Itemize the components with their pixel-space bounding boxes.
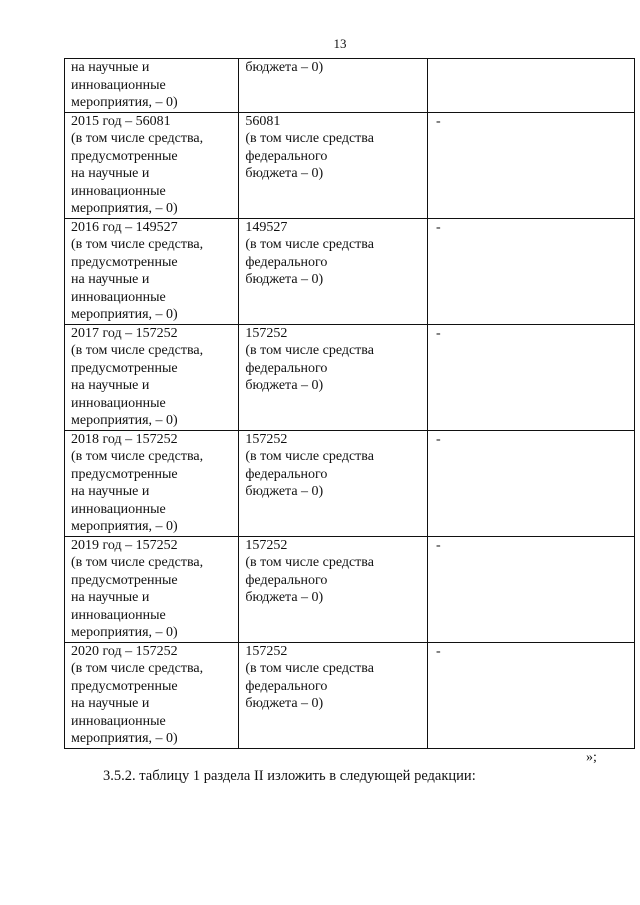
table-cell-period [65,536,239,642]
cell-line: инновационные [71,501,166,517]
cell-line: (в том числе средства, [71,131,204,146]
cell-line: мероприятия, – 0) [71,95,178,110]
table-cell-period [65,430,239,536]
cell-line: (в том числе средства [245,237,374,252]
cell-line: мероприятия, – 0) [71,201,178,216]
cell-line: мероприятия, – 0) [71,413,178,428]
cell-line: 2017 год – 157252 [71,325,178,341]
cell-line: (в том числе средства [245,449,374,464]
cell-line: (в том числе средства, [71,343,204,358]
cell-line: на научные и [71,378,150,393]
cell-line: бюджета – 0) [245,60,324,75]
cell-line: 2016 год – 149527 [71,219,178,235]
cell-line: предусмотренные [71,466,178,482]
cell-line: предусмотренные [71,678,178,694]
cell-line: на научные и [71,696,150,711]
table-cell-note [427,324,634,430]
closing-quote: »; [586,750,597,765]
dash-mark: - [435,325,441,341]
table-row [65,430,635,536]
table-cell-amount [239,218,428,324]
cell-line: 157252 [245,431,288,447]
cell-line: 2019 год – 157252 [71,537,178,553]
cell-line: мероприятия, – 0) [71,519,178,534]
table-cell-amount [239,112,428,218]
table-cell-period [65,324,239,430]
cell-line: федерального [245,572,328,588]
cell-line: 157252 [245,325,288,341]
cell-line: предусмотренные [71,148,178,164]
cell-line: 157252 [245,643,288,659]
cell-line: федерального [245,148,328,164]
cell-line: на научные и [71,166,150,181]
table-cell-amount [239,59,428,113]
table-cell-amount [239,430,428,536]
cell-line: федерального [245,466,328,482]
cell-line: (в том числе средства [245,661,374,676]
instruction-paragraph: 3.5.2. таблицу 1 раздела II изложить в следующей редакции: [103,768,476,784]
table-body [65,59,635,749]
table-row [65,218,635,324]
cell-line: на научные и [71,590,150,605]
cell-line: инновационные [71,395,166,411]
table-cell-period [65,59,239,113]
dash-mark: - [435,219,441,235]
table-row [65,642,635,748]
cell-line: 2015 год – 56081 [71,113,171,129]
cell-line: мероприятия, – 0) [71,731,178,746]
cell-line: 157252 [245,537,288,553]
table-cell-note [427,536,634,642]
cell-line: мероприятия, – 0) [71,307,178,322]
cell-line: мероприятия, – 0) [71,625,178,640]
table-cell-note [427,642,634,748]
table-cell-amount [239,536,428,642]
cell-line: бюджета – 0) [245,590,324,605]
page-number: 13 [333,36,347,51]
cell-line: бюджета – 0) [245,696,324,711]
cell-line: федерального [245,678,328,694]
cell-line: на научные и [71,484,150,499]
cell-line: (в том числе средства, [71,449,204,464]
dash-mark: - [435,431,441,447]
table-row [65,324,635,430]
cell-line: (в том числе средства [245,343,374,358]
dash-mark: - [435,113,441,129]
cell-line: (в том числе средства [245,555,374,570]
table-cell-note [427,112,634,218]
cell-line: инновационные [71,183,166,199]
table-cell-note [427,59,634,113]
cell-line: предусмотренные [71,360,178,376]
cell-line: инновационные [71,713,166,729]
table-cell-period [65,642,239,748]
table-cell-amount [239,324,428,430]
table-row [65,536,635,642]
cell-line: бюджета – 0) [245,484,324,499]
cell-line: (в том числе средства, [71,237,204,252]
table-row [65,112,635,218]
table-cell-period [65,218,239,324]
cell-line: на научные и [71,60,150,75]
dash-mark: - [435,537,441,553]
cell-line: 2020 год – 157252 [71,643,178,659]
cell-line: федерального [245,360,328,376]
cell-line: 56081 [245,113,281,129]
cell-line: предусмотренные [71,254,178,270]
budget-table [64,58,635,749]
cell-line: инновационные [71,289,166,305]
cell-line: федерального [245,254,328,270]
cell-line: бюджета – 0) [245,166,324,181]
cell-line: (в том числе средства, [71,661,204,676]
table-cell-note [427,430,634,536]
table-cell-note [427,218,634,324]
cell-line: 2018 год – 157252 [71,431,178,447]
cell-line: инновационные [71,77,166,93]
cell-line: инновационные [71,607,166,623]
cell-line: 149527 [245,219,288,235]
cell-line: предусмотренные [71,572,178,588]
cell-line: (в том числе средства [245,131,374,146]
cell-line: бюджета – 0) [245,378,324,393]
cell-line: бюджета – 0) [245,272,324,287]
cell-line: на научные и [71,272,150,287]
dash-mark: - [435,643,441,659]
cell-line: (в том числе средства, [71,555,204,570]
table-cell-period [65,112,239,218]
table-row [65,59,635,113]
table-cell-amount [239,642,428,748]
